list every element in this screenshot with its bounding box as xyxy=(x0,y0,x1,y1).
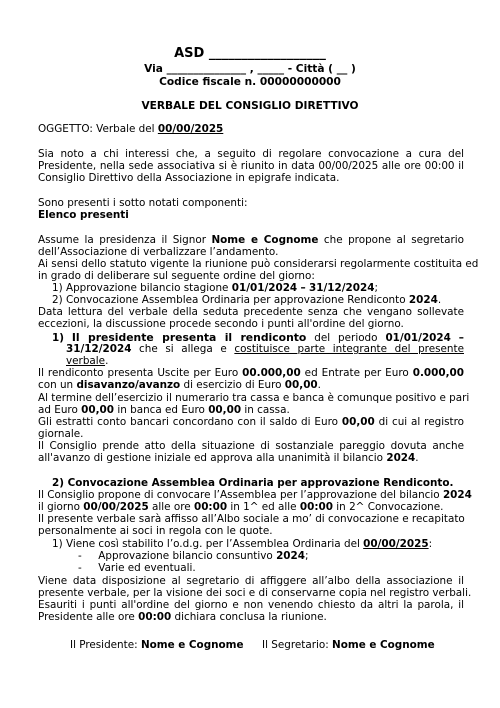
presa-atto-line-2: all'avanzo di gestione iniziale ed approva alla unanimità il bilancio 2024. xyxy=(38,452,419,464)
civic-number-blank: _____ xyxy=(257,63,284,75)
header-address xyxy=(80,64,420,76)
affisso-line-1: Il presente verbale sarà affisso all’Albo sociale a mo’ di convocazione e recapitato xyxy=(38,513,465,525)
affisso-line-2: personalmente ai soci in regola con le quote. xyxy=(38,525,273,537)
punto1-line-1: 1) Il presidente presenta il rendiconto del periodo 01/01/2024 – xyxy=(52,331,464,344)
estratti-line-2: giornale. xyxy=(38,428,84,440)
statuto-line-2: in grado di deliberare sul seguente ordine del giorno: xyxy=(38,270,315,282)
firma-presidente: Il Presidente: Nome e Cognome xyxy=(70,639,244,651)
lettura-line-1: Data lettura del verbale della seduta precedente senza che vengano sollevate xyxy=(38,306,464,318)
presidenza-line-1: Assume la presidenza il Signor Nome e Cognome che propone al segretario xyxy=(38,234,464,246)
odg-assemblea-item-1: - Approvazione bilancio consuntivo 2024; xyxy=(78,550,309,562)
estratti-line-1: Gli estratti conto bancari concordano con il saldo di Euro 00,00 di cui al registro xyxy=(38,416,464,428)
cassa-line-2: ad Euro 00,00 in banca ed Euro 00,00 in cassa. xyxy=(38,404,290,416)
disposizione-line-3: Esauriti i punti all'ordine del giorno e non venendo chiesto da altri la parola, il xyxy=(38,599,464,611)
cassa-line-1: Al termine dell’esercizio il numerario tra cassa e banca è comunque positivo e pari xyxy=(38,392,470,404)
oggetto-label: OGGETTO: Verbale del xyxy=(38,123,155,135)
document-title: VERBALE DEL CONSIGLIO DIRETTIVO xyxy=(141,100,359,112)
province-blank: __ xyxy=(336,63,348,75)
punto1-line-2: 31/12/2024 che si allega e costituisce parte integrante del presente xyxy=(66,343,464,355)
cf-label: Codice fiscale n. xyxy=(159,76,257,88)
propone-line-1: Il Consiglio propone di convocare l’Assemblea per l’approvazione del bilancio 2024 xyxy=(38,489,472,501)
presenti-heading: Elenco presenti xyxy=(38,209,129,221)
chiusura-line: Presidente alle ore 00:00 dichiara conclusa la riunione. xyxy=(38,611,327,623)
presenti-line: Sono presenti i sotto notati componenti: xyxy=(38,197,248,209)
rendiconto-line-2: con un disavanzo/avanzo di esercizio di Euro 00,00. xyxy=(38,379,321,391)
punto1-line-3: verbale. xyxy=(66,355,109,367)
header-asd xyxy=(80,48,420,60)
asd-label: ASD xyxy=(174,46,205,61)
intro-line-3: Consiglio Direttivo della Associazione in epigrafe indicata. xyxy=(38,172,340,184)
odg-assemblea-line: 1) Viene così stabilito l’o.d.g. per l’Assemblea Ordinaria del 00/00/2025: xyxy=(52,538,433,550)
odg-item-2: 2) Convocazione Assemblea Ordinaria per approvazione Rendiconto 2024. xyxy=(52,294,442,306)
address-separator: , xyxy=(249,63,254,75)
city-label: - Città ( xyxy=(287,63,334,75)
via-blank: _______________ xyxy=(166,63,247,75)
via-label: Via xyxy=(144,63,163,75)
header-cf xyxy=(80,77,420,89)
propone-line-2: il giorno 00/00/2025 alle ore 00:00 in 1^ ed alle 00:00 in 2^ Convocazione. xyxy=(38,501,444,513)
city-close: ) xyxy=(351,63,356,75)
oggetto-line xyxy=(38,124,464,136)
punto2-title: 2) Convocazione Assemblea Ordinaria per approvazione Rendiconto. xyxy=(52,477,454,489)
presa-atto-line-1: Il Consiglio prende atto della situazione di sostanziale pareggio dovuta anche xyxy=(38,440,464,452)
odg-item-1: 1) Approvazione bilancio stagione 01/01/2024 – 31/12/2024; xyxy=(52,282,378,294)
dash-bullet: - xyxy=(78,562,82,574)
intro-line-2: Presidente, nella sede associativa si è riunito in data 00/00/2025 alle ore 00:00 il xyxy=(38,160,464,172)
dash-bullet: - xyxy=(78,550,82,562)
rendiconto-line-1: Il rendiconto presenta Uscite per Euro 00.000,00 ed Entrate per Euro 0.000,00 xyxy=(38,367,464,379)
presidenza-line-2: dell’Associazione di verbalizzare l’andamento. xyxy=(38,246,279,258)
disposizione-line-2: presente verbale, per la visione dei soci e di conservarne copia nel registro verbali. xyxy=(38,587,472,599)
oggetto-date: 00/00/2025 xyxy=(157,123,224,135)
cf-value: 00000000000 xyxy=(259,76,341,88)
asd-blank: __________________ xyxy=(208,46,326,61)
lettura-line-2: eccezioni, la discussione procede secondo i punti all'ordine del giorno. xyxy=(38,318,404,330)
odg-assemblea-item-2: - Varie ed eventuali. xyxy=(78,562,196,574)
intro-line-1: Sia noto a chi interessi che, a seguito di regolare convocazione a cura del xyxy=(38,148,464,160)
firma-segretario: Il Segretario: Nome e Cognome xyxy=(262,639,435,651)
disposizione-line-1: Viene data disposizione al segretario di affiggere all’albo della associazione il xyxy=(38,575,464,587)
presidente-name: Nome e Cognome xyxy=(211,234,319,246)
statuto-line-1: Ai sensi dello statuto vigente la riunione può considerarsi regolarmente costituita ed xyxy=(38,258,479,270)
